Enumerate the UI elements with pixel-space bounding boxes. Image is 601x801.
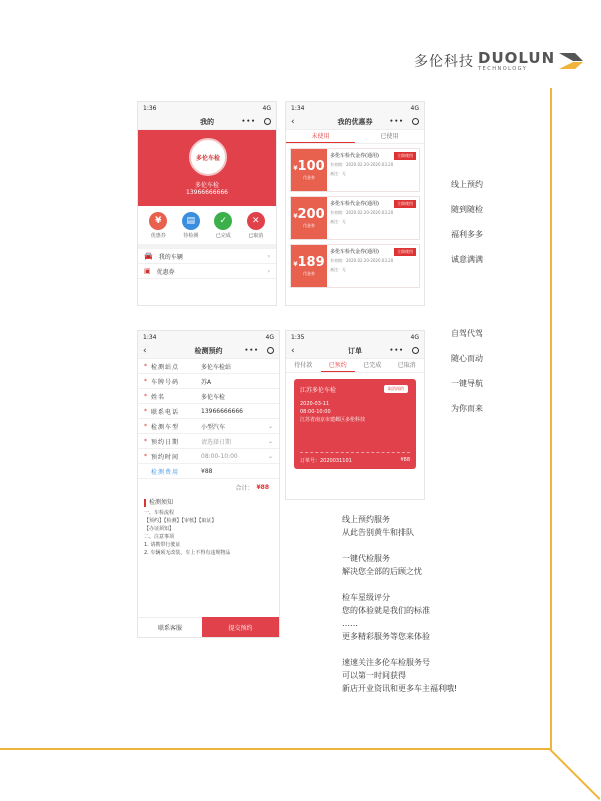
coupon-note: 备注：无	[330, 219, 346, 224]
field-value: 小型汽车	[201, 423, 226, 431]
nav-bar	[138, 343, 279, 359]
close-miniapp-icon[interactable]	[412, 118, 419, 125]
brand-en-main: DUOLUN	[478, 48, 556, 67]
phone-screen-coupons	[285, 101, 425, 306]
promo-line: 检车星级评分	[342, 593, 390, 602]
frame-line-horizontal	[0, 748, 552, 750]
status-bar	[138, 102, 276, 114]
page-title: 我的优惠券	[337, 117, 373, 126]
field-station[interactable]: * 检测站点 多伦车检站	[138, 359, 279, 374]
coupon-title: 多伦车检代金券(通用)	[330, 153, 379, 159]
tab-unpaid[interactable]: 待付款	[294, 362, 313, 369]
status-network: 4G	[265, 333, 274, 341]
field-name[interactable]: * 姓名 多伦车检	[138, 389, 279, 404]
promo-line: ……	[342, 619, 358, 628]
coupon-amount: 189	[297, 254, 325, 270]
back-icon[interactable]: ‹	[291, 116, 295, 127]
feature-list-mid	[451, 327, 483, 427]
page-title: 检测预约	[194, 346, 223, 355]
menu-item-coupons[interactable]	[138, 264, 276, 279]
coupon-title: 多伦车检代金券(通用)	[330, 201, 379, 207]
chevron-down-icon: ⌄	[267, 452, 273, 460]
total-value: ¥88	[256, 483, 269, 491]
promo-line: 更多精彩服务等您来体验	[342, 632, 430, 641]
order-tabs	[286, 359, 424, 373]
notice-line: 一、车检流程	[144, 510, 175, 516]
order-price: ¥88	[400, 457, 410, 463]
pending-icon: ▤	[182, 212, 200, 230]
status-time: 1:34	[291, 104, 305, 112]
feature-text: 随到随检	[451, 205, 483, 214]
frame-line-vertical	[550, 88, 552, 748]
feature-text: 一键导航	[451, 379, 483, 388]
coupon-validity: 有效期：2020.02.20-2020.03.20	[330, 162, 394, 167]
phone-screen-orders	[285, 330, 425, 500]
order-title: 江苏多伦车检	[300, 387, 337, 394]
field-value: 请选择日期	[201, 438, 232, 446]
use-coupon-button[interactable]: 立即使用	[394, 152, 416, 160]
action-pending[interactable]	[182, 212, 200, 239]
notice-title: 检测须知	[144, 499, 273, 507]
avatar-text: 多伦车检	[195, 154, 220, 162]
brand-en-sub: TECHNOLOGY	[478, 65, 528, 72]
status-network: 4G	[262, 104, 271, 112]
notice-line: 【办证须知】	[144, 526, 175, 532]
action-coupons[interactable]	[149, 212, 167, 239]
action-cancelled[interactable]	[247, 212, 265, 239]
booking-notice	[138, 495, 279, 561]
back-icon[interactable]: ‹	[143, 345, 147, 356]
profile-header	[138, 130, 276, 206]
tab-unused[interactable]: 未使用	[286, 130, 355, 143]
nav-bar	[138, 114, 276, 130]
promo-line: 新店开业资讯和更多车主福利哦!	[342, 684, 458, 693]
nav-bar	[286, 343, 424, 359]
user-phone: 13966666666	[186, 189, 228, 196]
status-bar	[286, 102, 424, 114]
chevron-down-icon: ⌄	[267, 437, 273, 445]
ticket-icon: ▣	[144, 267, 151, 275]
order-footer	[300, 452, 410, 464]
order-card[interactable]	[294, 379, 416, 469]
notice-line: 二、注意事项	[144, 534, 175, 540]
field-label: 车牌号码	[151, 378, 180, 386]
coupon-type: 代金券	[303, 270, 315, 276]
use-coupon-button[interactable]: 立即使用	[394, 200, 416, 208]
promo-line: 解决您全部的后顾之忧	[342, 567, 422, 576]
action-label: 待检测	[183, 233, 199, 239]
promo-line	[342, 643, 457, 656]
action-label: 优惠券	[150, 233, 166, 239]
menu-item-label: 我的车辆	[158, 253, 183, 261]
feature-text: 线上预约	[451, 180, 483, 189]
coupon-amount: 200	[297, 206, 325, 222]
coupon-icon: ¥	[149, 212, 167, 230]
field-time[interactable]: * 预约时间 08:00-10:00 ⌄	[138, 449, 279, 464]
coupon-tabs	[286, 130, 424, 144]
check-icon: ✓	[214, 212, 232, 230]
field-value: 13966666666	[201, 407, 243, 415]
back-icon[interactable]: ‹	[291, 345, 295, 356]
tab-booked[interactable]: 已预约	[321, 359, 356, 372]
field-value: ¥88	[201, 467, 213, 475]
field-plate[interactable]: * 车牌号码 苏A	[138, 374, 279, 389]
promo-line: 速速关注多伦车检服务号	[342, 658, 430, 667]
feature-text: 为你而来	[451, 404, 483, 413]
chevron-right-icon: ›	[267, 252, 270, 260]
coupon-note: 备注：无	[330, 267, 346, 272]
brand-logo	[414, 48, 583, 74]
order-time: 08:00-10:00	[300, 409, 331, 415]
status-time: 1:35	[291, 333, 305, 341]
feature-text: 随心而动	[451, 354, 483, 363]
use-coupon-button[interactable]: 立即使用	[394, 248, 416, 256]
promo-line: 从此告别黄牛和排队	[342, 528, 414, 537]
feature-list-top	[451, 178, 483, 278]
coupon-amount-block: ¥200 代金券	[291, 197, 327, 239]
order-address: 江苏省南京市建邺区多伦科技	[300, 417, 366, 423]
coupon-validity: 有效期：2020.02.20-2020.03.20	[330, 210, 394, 215]
status-bar	[138, 331, 279, 343]
field-value: 多伦车检站	[201, 363, 232, 371]
close-miniapp-icon[interactable]	[267, 347, 274, 354]
coupon-type: 代金券	[303, 222, 315, 228]
order-number: 订单号：2020031101	[300, 458, 352, 464]
notice-line: 2. 车辆须无改装，车上不得有违规物品	[144, 550, 231, 556]
frame-line-diagonal	[550, 749, 601, 800]
more-icon[interactable]: •••	[389, 347, 404, 354]
quick-actions	[138, 206, 276, 241]
promo-line: 线上预约服务	[342, 515, 390, 524]
field-value: 多伦车检	[201, 393, 226, 401]
action-completed[interactable]	[214, 212, 232, 239]
field-fee	[138, 464, 279, 479]
field-vehicle-type[interactable]: * 检测车型 小型汽车 ⌄	[138, 419, 279, 434]
status-time: 1:34	[143, 333, 157, 341]
field-value: 苏A	[201, 378, 212, 386]
coupon-card[interactable]	[290, 244, 420, 288]
chevron-right-icon: ›	[267, 267, 270, 275]
brand-name-cn: 多伦科技	[414, 54, 474, 70]
field-label: 检测站点	[151, 363, 180, 371]
promo-line	[342, 539, 457, 552]
order-date: 2020-03-11	[300, 401, 330, 407]
page-title: 我的	[200, 117, 214, 126]
coupon-amount: 100	[297, 158, 325, 174]
promo-line: 可以第一时间获得	[342, 671, 406, 680]
promo-paragraph	[342, 513, 457, 695]
car-icon: 🚘	[144, 252, 153, 260]
brand-mark-icon	[559, 53, 583, 69]
notice-line: 【预约】【检测】【审核】【取证】	[144, 518, 217, 524]
avatar	[189, 138, 227, 176]
action-label: 已完成	[215, 233, 231, 239]
menu-item-my-cars[interactable]	[138, 249, 276, 264]
promo-line: 一键代检服务	[342, 554, 390, 563]
feature-text: 诚意满满	[451, 255, 483, 264]
coupon-amount-block: ¥100 代金券	[291, 149, 327, 191]
close-miniapp-icon[interactable]	[412, 347, 419, 354]
brand-name-en	[478, 48, 556, 72]
submit-booking-button[interactable]: 提交预约	[202, 617, 279, 637]
coupon-note: 备注：无	[330, 171, 346, 176]
field-phone[interactable]: * 联系电话 13966666666	[138, 404, 279, 419]
more-icon[interactable]: •••	[244, 347, 259, 354]
feature-text: 福利多多	[451, 230, 483, 239]
booking-footer	[138, 617, 279, 637]
coupon-type: 代金券	[303, 174, 315, 180]
more-icon[interactable]: •••	[389, 118, 404, 125]
field-label: 检测车型	[151, 423, 180, 431]
more-icon[interactable]: •••	[241, 118, 256, 125]
total-label: 合计：	[235, 484, 254, 492]
chevron-down-icon: ⌄	[267, 422, 273, 430]
coupon-title: 多伦车检代金券(通用)	[330, 249, 379, 255]
close-miniapp-icon[interactable]	[264, 118, 271, 125]
promo-line	[342, 578, 457, 591]
total-row	[138, 479, 279, 495]
page-title: 订单	[348, 346, 362, 355]
user-name: 多伦车检	[194, 182, 219, 189]
field-value: 08:00-10:00	[201, 452, 238, 460]
field-label: 姓名	[151, 393, 166, 401]
cancel-icon: ✕	[247, 212, 265, 230]
nav-bar	[286, 114, 424, 130]
tab-used[interactable]: 已使用	[380, 133, 399, 140]
coupon-card[interactable]	[290, 196, 420, 240]
tab-completed[interactable]: 已完成	[363, 362, 382, 369]
status-bar	[286, 331, 424, 343]
action-label: 已取消	[248, 233, 264, 239]
status-network: 4G	[410, 104, 419, 112]
field-label: 预约日期	[151, 438, 180, 446]
field-date[interactable]: * 预约日期 请选择日期 ⌄	[138, 434, 279, 449]
coupon-card[interactable]	[290, 148, 420, 192]
status-network: 4G	[410, 333, 419, 341]
tab-cancelled[interactable]: 已取消	[397, 362, 416, 369]
contact-service-button[interactable]: 联系客服	[138, 617, 202, 637]
field-label: 检测费用	[151, 468, 180, 476]
coupon-amount-block: ¥189 代金券	[291, 245, 327, 287]
notice-line: 1. 请携带行驶证	[144, 542, 181, 548]
coupon-validity: 有效期：2020.02.20-2020.03.20	[330, 258, 394, 263]
cancel-booking-button[interactable]: 取消预约	[384, 385, 408, 393]
phone-screen-mine	[137, 101, 277, 306]
phone-screen-booking	[137, 330, 280, 638]
promo-line: 您的体验就是我们的标准	[342, 606, 430, 615]
field-label: 预约时间	[151, 453, 180, 461]
feature-text: 自驾代驾	[451, 329, 483, 338]
status-time: 1:36	[143, 104, 157, 112]
menu-item-label: 优惠券	[156, 268, 175, 276]
field-label: 联系电话	[151, 408, 180, 416]
